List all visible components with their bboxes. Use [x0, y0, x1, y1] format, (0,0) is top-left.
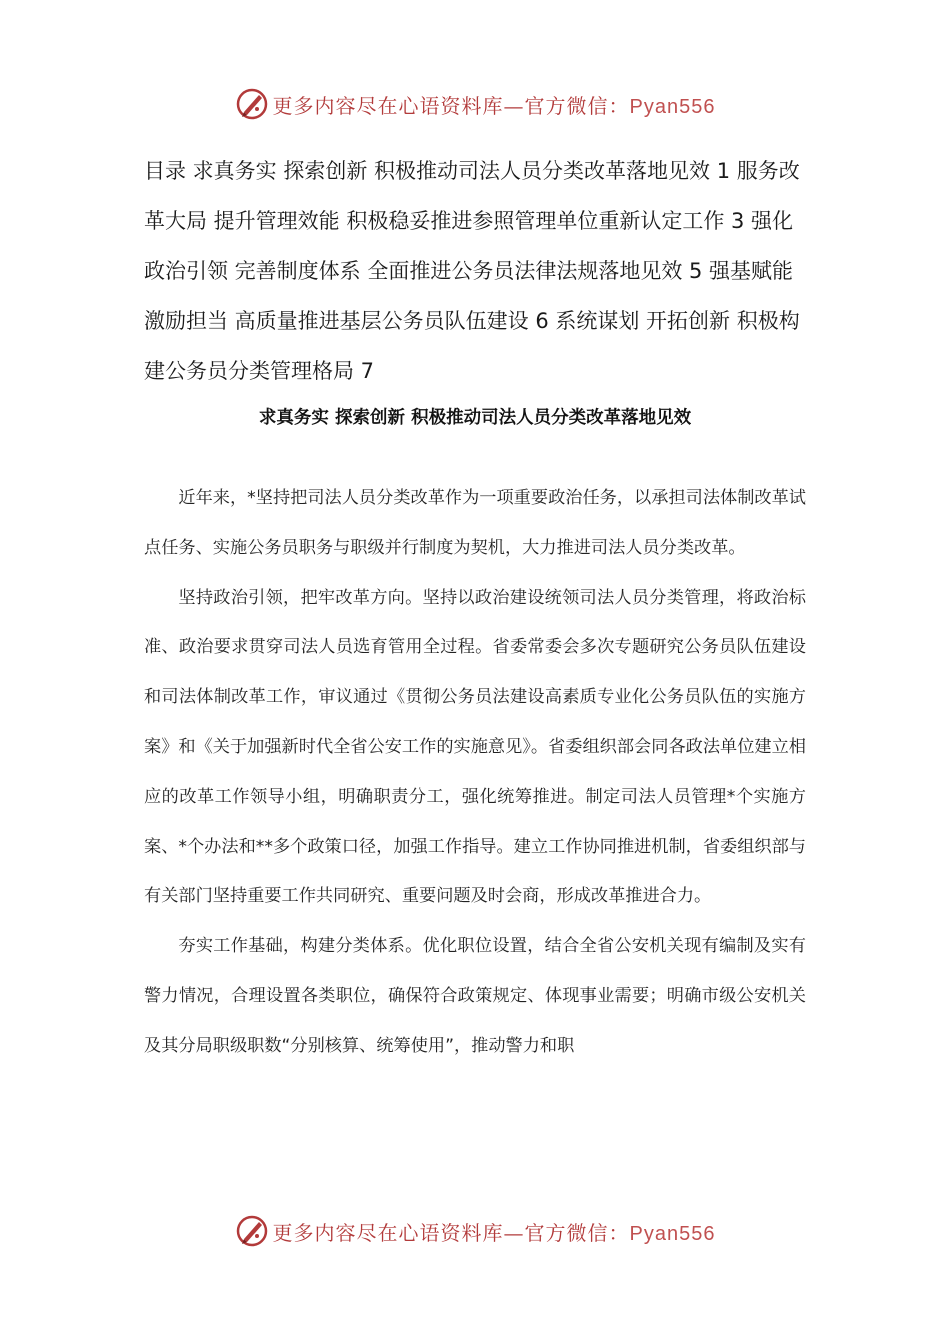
paragraph: 近年来，*坚持把司法人员分类改革作为一项重要政治任务，以承担司法体制改革试点任务、实施公务员职务与职级并行制度为契机，大力推进司法人员分类改革。: [144, 488, 806, 558]
pen-logo-icon: [235, 1214, 269, 1248]
section-title: 求真务实 探索创新 积极推动司法人员分类改革落地见效: [258, 408, 692, 428]
paragraph: 坚持政治引领，把牢改革方向。坚持以政治建设统领司法人员分类管理，将政治标准、政治要求贯穿司法人员选育管用全过程。省委常委会多次专题研究公务员队伍建设和司法体制改革工作，审议通过《贯彻公务员法建设高素质专业化公务员队伍的实施方案》和《关于加强新时代全省公安工作的实施意见》。省委组织部会同各政法单位建立相应的改革工作领导小组，明确职责分工，强化统筹推进。制定司法人员管理*个实施方案、*个办法和**多个政策口径，加强工作指导。建立工作协同推进机制，省委组织部与有关部门坚持重要工作共同研究、重要问题及时会商，形成改革推进合力。: [144, 587, 806, 907]
banner-text: 更多内容尽在心语资料库—官方微信：Pyan556: [272, 93, 716, 118]
header-banner: [0, 82, 950, 126]
body-text: [144, 474, 806, 1072]
table-of-contents: 目录 求真务实 探索创新 积极推动司法人员分类改革落地见效 1 服务改革大局 提升管理效能 积极稳妥推进参照管理单位重新认定工作 3 强化政治引领 完善制度体系 全面推进公务员法律法规落地见效 5 强基赋能 激励担当 高质量推进基层公务员队伍建设 6 系统谋划 开拓创新 积极构建公务员分类管理格局 7: [144, 159, 800, 383]
paragraph: 夯实工作基础，构建分类体系。优化职位设置，结合全省公安机关现有编制及实有警力情况，合理设置各类职位，确保符合政策规定、体现事业需要；明确市级公安机关及其分局职级职数“分别核算、统筹使用”，推动警力和职: [144, 936, 806, 1056]
wechat-id: Pyan556: [629, 95, 716, 118]
pen-logo-icon: [235, 87, 269, 121]
banner-text: 更多内容尽在心语资料库—官方微信：Pyan556: [272, 1220, 716, 1245]
footer-banner: [0, 1209, 950, 1253]
wechat-id: Pyan556: [629, 1222, 716, 1245]
